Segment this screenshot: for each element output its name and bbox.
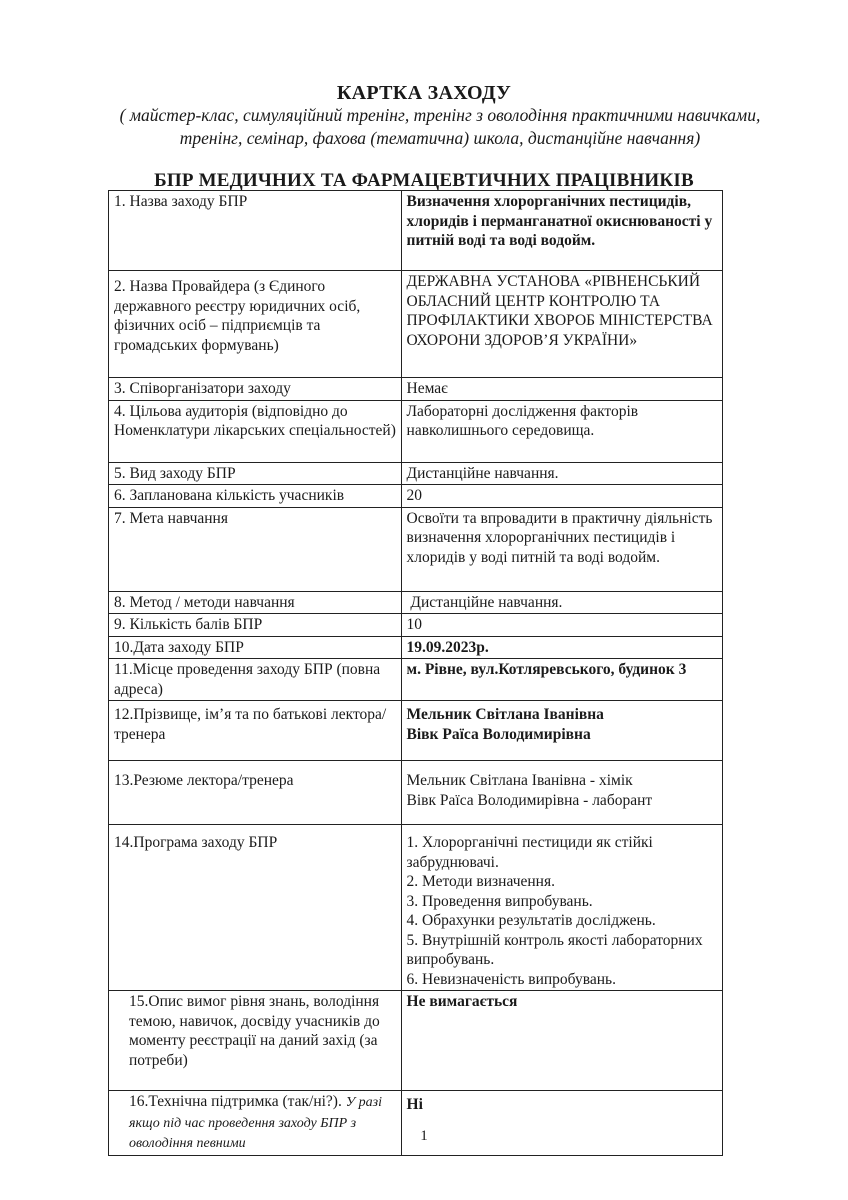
document-subtitle: ( майстер-клас, симуляційний тренінг, тренінг з оволодіння практичними навичками, тренінг, семінар, фахова (тематична) школа, дистанційне навчання)	[119, 105, 761, 148]
row-label: 12.Прізвище, ім’я та по батькові лектора/тренера	[109, 701, 402, 761]
trainer-name: Вівк Раїса Володимирівна	[406, 725, 591, 743]
program-item: 6. Невизначеність випробувань.	[406, 970, 616, 988]
row-label: 9. Кількість балів БПР	[109, 614, 402, 637]
event-card-table	[108, 190, 723, 1156]
resume-line: Мельник Світлана Іванівна - хімік	[406, 772, 633, 789]
row-value: Не вимагається	[401, 991, 722, 1091]
row-label-text: 16.Технічна підтримка (так/ні?).	[129, 1093, 342, 1110]
table-row	[109, 485, 723, 508]
program-item: 1. Хлорорганічні пестициди як стійкі забруднювачі.	[406, 834, 653, 871]
resume-line: Вівк Раїса Володимирівна - лаборант	[406, 791, 653, 809]
row-label: 8. Метод / методи навчання	[109, 591, 402, 614]
row-value: 19.09.2023р.	[401, 636, 722, 659]
table-row	[109, 636, 723, 659]
row-label: 6. Запланована кількість учасників	[109, 485, 402, 508]
table-row	[109, 378, 723, 401]
row-label: 3. Співорганізатори заходу	[109, 378, 402, 401]
row-label: 14.Програма заходу БПР	[109, 825, 402, 991]
trainer-name: Мельник Світлана Іванівна	[406, 706, 604, 723]
table-row	[109, 825, 723, 991]
table-row	[109, 761, 723, 825]
table-row	[109, 507, 723, 591]
program-item: 5. Внутрішній контроль якості лабораторних випробувань.	[406, 931, 703, 968]
row-label: 15.Опис вимог рівня знань, володіння темою, навичок, досвіду учасників до моменту реєстрації на даний захід (за потреби)	[109, 991, 402, 1091]
table-row	[109, 271, 723, 378]
row-value: Ні	[401, 1091, 722, 1156]
table-row	[109, 614, 723, 637]
row-value: ДЕРЖАВНА УСТАНОВА «РІВНЕНСЬКИЙ ОБЛАСНИЙ ЦЕНТР КОНТРОЛЮ ТА ПРОФІЛАКТИКИ ХВОРОБ МІНІСТЕРСТВА ОХОРОНИ ЗДОРОВ’Я УКРАЇНИ»	[401, 271, 722, 378]
row-label: 2. Назва Провайдера (з Єдиного державного реєстру юридичних осіб, фізичних осіб – підприємців та громадських формувань)	[109, 271, 402, 378]
program-item: 3. Проведення випробувань.	[406, 892, 593, 910]
row-label: 4. Цільова аудиторія (відповідно до Номенклатури лікарських спеціальностей)	[109, 400, 402, 462]
table-row	[109, 400, 723, 462]
row-value: Визначення хлорорганічних пестицидів, хлоридів і перманганатної окиснюваності у питній воді та воді водойм.	[401, 191, 722, 271]
row-value: Немає	[401, 378, 722, 401]
row-value: Дистанційне навчання.	[401, 591, 722, 614]
row-value: Дистанційне навчання.	[401, 462, 722, 485]
table-row	[109, 191, 723, 271]
table-row	[109, 701, 723, 761]
row-label: 11.Місце проведення заходу БПР (повна адреса)	[109, 659, 402, 701]
table-row	[109, 991, 723, 1091]
table-row	[109, 462, 723, 485]
row-value: 10	[401, 614, 722, 637]
document-heading: БПР МЕДИЧНИХ ТА ФАРМАЦЕВТИЧНИХ ПРАЦІВНИКІВ	[154, 170, 694, 191]
row-label: 13.Резюме лектора/тренера	[109, 761, 402, 825]
row-value: Освоїти та впровадити в практичну діяльність визначення хлорорганічних пестицидів і хлоридів у воді питній та воді водойм.	[401, 507, 722, 591]
table-row	[109, 591, 723, 614]
row-value: м. Рівне, вул.Котляревського, будинок 3	[401, 659, 722, 701]
page-number: 1	[420, 1128, 428, 1144]
table-row	[109, 1091, 723, 1156]
row-label: 1. Назва заходу БПР	[109, 191, 402, 271]
row-value: 20	[401, 485, 722, 508]
table-row	[109, 659, 723, 701]
row-label: 5. Вид заходу БПР	[109, 462, 402, 485]
row-value	[401, 701, 722, 761]
document-title: КАРТКА ЗАХОДУ	[336, 82, 512, 104]
row-value: Лабораторні дослідження факторів навколишнього середовища.	[401, 400, 722, 462]
row-label: 10.Дата заходу БПР	[109, 636, 402, 659]
row-value	[401, 761, 722, 825]
row-label: 7. Мета навчання	[109, 507, 402, 591]
row-label	[109, 1091, 402, 1156]
row-value	[401, 825, 722, 991]
program-item: 4. Обрахунки результатів досліджень.	[406, 912, 656, 929]
program-item: 2. Методи визначення.	[406, 873, 555, 890]
row-label-note: У разі якщо під час проведення заходу БПР з оволодіння певними	[129, 1095, 382, 1151]
